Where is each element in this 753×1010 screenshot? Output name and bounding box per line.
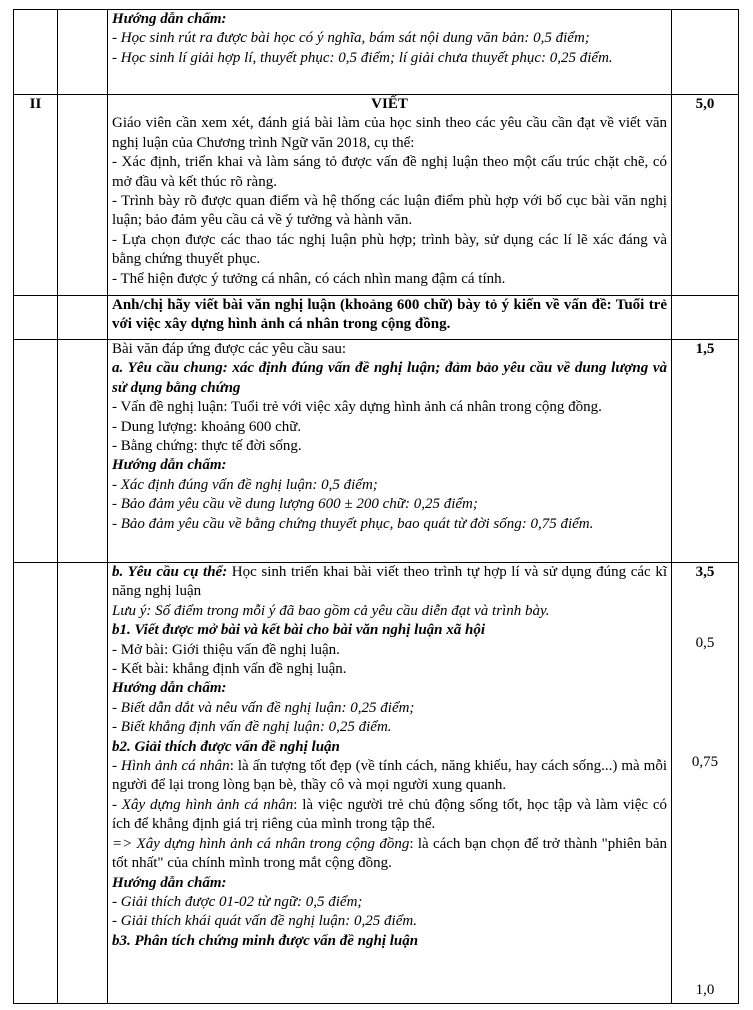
col-section bbox=[14, 563, 58, 1004]
score-cell bbox=[672, 10, 739, 95]
guide-line: - Biết dẫn dắt và nêu vấn đề nghị luận: 0,25 điểm; bbox=[112, 699, 415, 716]
b2-heading: b2. Giải thích được vấn đề nghị luận bbox=[112, 738, 340, 755]
general-item: - Bằng chứng: thực tế đời sống. bbox=[112, 438, 302, 455]
specific-heading-text: Học sinh triển khai bài viết theo trình tự hợp lí và sử dụng đúng các kĩ năng nghị luận bbox=[112, 564, 667, 600]
guide-heading: Hướng dẫn chấm: bbox=[112, 874, 227, 891]
section-score: 5,0 bbox=[672, 95, 739, 296]
specific-score: 3,5 bbox=[695, 564, 715, 580]
col-item bbox=[58, 95, 108, 296]
b3-heading: b3. Phân tích chứng minh được vấn đề nghị luận bbox=[112, 932, 419, 949]
b2-definition bbox=[112, 757, 667, 796]
specific-requirements-cell bbox=[108, 563, 672, 1004]
col-item bbox=[58, 296, 108, 340]
b3-score: 1,0 bbox=[695, 982, 715, 998]
essay-prompt-cell bbox=[108, 296, 672, 340]
criterion: - Thể hiện được ý tưởng cá nhân, có cách nhìn mang đậm cá tính. bbox=[112, 270, 506, 287]
general-item: - Dung lượng: khoảng 600 chữ. bbox=[112, 418, 302, 435]
guide-heading: Hướng dẫn chấm: bbox=[112, 457, 227, 474]
specific-note: Lưu ý: Số điểm trong mỗi ý đã bao gồm cả yêu cầu diễn đạt và trình bày. bbox=[112, 602, 550, 619]
grading-table bbox=[13, 9, 739, 1004]
guide-line: - Giải thích được 01-02 từ ngữ: 0,5 điểm; bbox=[112, 893, 363, 910]
b2-def: : là việc người trẻ chủ động sống tốt, học tập và làm việc có ích để khẳng định giá trị riêng của mình trong tập thể. bbox=[112, 796, 667, 833]
col-section bbox=[14, 296, 58, 340]
reading-guide-cell bbox=[108, 10, 672, 95]
col-item bbox=[58, 563, 108, 1004]
general-intro: Bài văn đáp ứng được các yêu cầu sau: bbox=[112, 341, 347, 357]
specific-heading-label: b. Yêu cầu cụ thể: bbox=[112, 564, 228, 580]
b2-score: 0,75 bbox=[691, 754, 719, 770]
criterion: - Lựa chọn được các thao tác nghị luận phù hợp; trình bày, sử dụng các lí lẽ xác đáng và bằng chứng thuyết phục. bbox=[112, 231, 667, 268]
b2-definition bbox=[112, 835, 667, 874]
b1-item: - Mở bài: Giới thiệu vấn đề nghị luận. bbox=[112, 641, 340, 658]
b2-term: - Hình ảnh cá nhân bbox=[112, 758, 230, 775]
guide-heading: Hướng dẫn chấm: bbox=[112, 11, 227, 27]
row-specific-requirements bbox=[14, 563, 739, 1004]
guide-line: - Học sinh rút ra được bài học có ý nghĩa, bám sát nội dung văn bản: 0,5 điểm; bbox=[112, 30, 590, 47]
b1-score: 0,5 bbox=[695, 635, 715, 651]
guide-line: - Học sinh lí giải hợp lí, thuyết phục: 0,5 điểm; lí giải chưa thuyết phục: 0,25 điểm. bbox=[112, 49, 613, 66]
specific-heading bbox=[112, 563, 667, 602]
guide-line: - Bảo đảm yêu cầu về bằng chứng thuyết phục, bao quát từ đời sống: 0,75 điểm. bbox=[112, 515, 594, 532]
writing-criteria-cell bbox=[108, 95, 672, 296]
section-intro: Giáo viên cần xem xét, đánh giá bài làm của học sinh theo các yêu cầu cần đạt về viết văn nghị luận của Chương trình Ngữ văn 2018, cụ thể: bbox=[112, 115, 667, 151]
section-title: VIẾT bbox=[371, 96, 408, 112]
b1-heading: b1. Viết được mở bài và kết bài cho bài văn nghị luận xã hội bbox=[112, 622, 486, 639]
section-roman: II bbox=[14, 95, 58, 296]
guide-line: - Xác định đúng vấn đề nghị luận: 0,5 điểm; bbox=[112, 476, 378, 493]
guide-line: - Giải thích khái quát vấn đề nghị luận: 0,25 điểm. bbox=[112, 913, 417, 930]
general-score: 1,5 bbox=[672, 340, 739, 563]
essay-prompt: Anh/chị hãy viết bài văn nghị luận (khoảng 600 chữ) bày tỏ ý kiến về vấn đề: Tuổi trẻ với việc xây dựng hình ảnh cá nhân trong cộng đồng. bbox=[112, 297, 667, 333]
general-heading: a. Yêu cầu chung: xác định đúng vấn đề nghị luận; đảm bảo yêu cầu về dung lượng và sử dụng bằng chứng bbox=[112, 360, 667, 396]
row-writing-section bbox=[14, 95, 739, 296]
general-item: - Vấn đề nghị luận: Tuổi trẻ với việc xây dựng hình ảnh cá nhân trong cộng đồng. bbox=[112, 399, 602, 416]
row-general-requirements bbox=[14, 340, 739, 563]
b2-term: - Xây dựng hình ảnh cá nhân bbox=[112, 796, 294, 813]
col-section bbox=[14, 10, 58, 95]
b2-def: : là cách bạn chọn để trở thành "phiên bản tốt nhất" của chính mình trong mắt cộng đồng. bbox=[112, 835, 667, 872]
col-item bbox=[58, 10, 108, 95]
row-prompt bbox=[14, 296, 739, 340]
specific-scores-cell bbox=[672, 563, 739, 1004]
criterion: - Trình bày rõ được quan điểm và hệ thống các luận điểm phù hợp với bố cục bài văn nghị luận; bảo đảm yêu cầu cả về ý tưởng và hành văn. bbox=[112, 193, 667, 229]
general-requirements-cell bbox=[108, 340, 672, 563]
row-reading-guide bbox=[14, 10, 739, 95]
b1-item: - Kết bài: khẳng định vấn đề nghị luận. bbox=[112, 661, 347, 678]
b2-definition bbox=[112, 796, 667, 835]
criterion: - Xác định, triển khai và làm sáng tỏ được vấn đề nghị luận theo một cấu trúc chặt chẽ, có mở đầu và kết thúc rõ ràng. bbox=[112, 154, 667, 190]
score-cell bbox=[672, 296, 739, 340]
b2-def: : là ấn tượng tốt đẹp (về tính cách, năng khiếu, hay cách sống...) mà mỗi người để lại trong lòng bạn bè, thầy cô và mọi người xung quanh. bbox=[112, 758, 667, 794]
col-item bbox=[58, 340, 108, 563]
col-section bbox=[14, 340, 58, 563]
guide-line: - Bảo đảm yêu cầu về dung lượng 600 ± 200 chữ: 0,25 điểm; bbox=[112, 496, 478, 513]
guide-line: - Biết khẳng định vấn đề nghị luận: 0,25 điểm. bbox=[112, 719, 392, 736]
b2-term: => Xây dựng hình ảnh cá nhân trong cộng đồng bbox=[112, 835, 410, 852]
guide-heading: Hướng dẫn chấm: bbox=[112, 680, 227, 697]
